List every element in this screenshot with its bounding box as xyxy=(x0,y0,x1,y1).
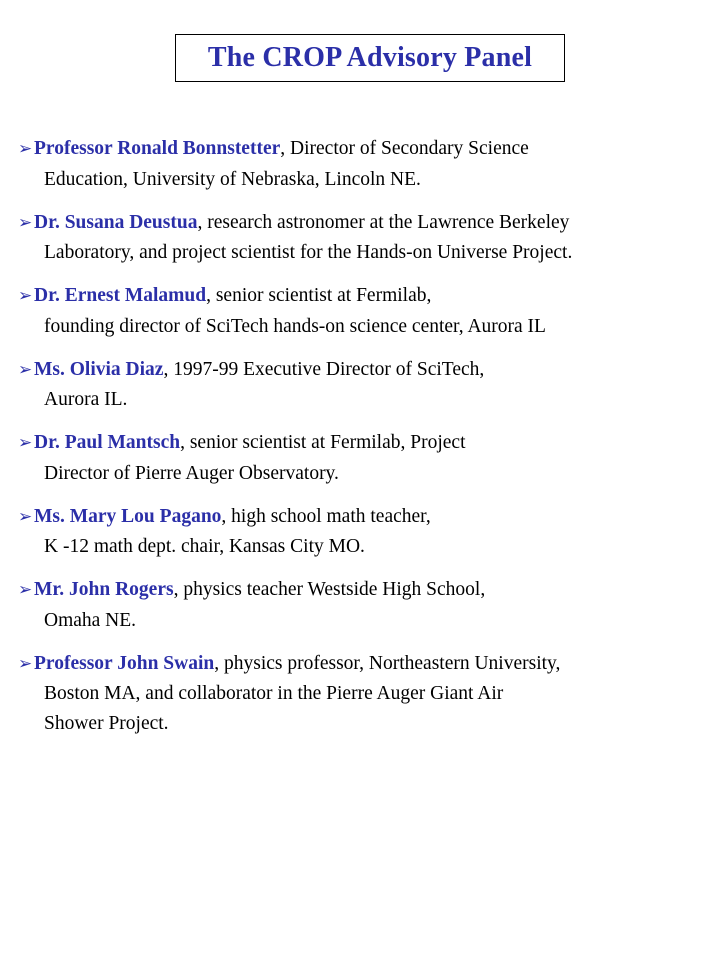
entry-first-line xyxy=(18,208,708,239)
list-item xyxy=(18,575,708,635)
list-item xyxy=(18,502,708,562)
member-description-continued: founding director of SciTech hands-on science center, Aurora IL xyxy=(44,315,546,337)
entry-first-line xyxy=(18,575,708,606)
list-item xyxy=(18,208,708,268)
member-description-continued: Boston MA, and collaborator in the Pierre Auger Giant Air xyxy=(44,683,504,704)
member-description-continued: Shower Project. xyxy=(44,712,169,734)
member-description-continued: Education, University of Nebraska, Lincoln NE. xyxy=(44,168,421,190)
member-description: , 1997-99 Executive Director of SciTech, xyxy=(163,358,485,380)
arrow-bullet-icon: ➢ xyxy=(18,506,33,527)
arrow-bullet-icon: ➢ xyxy=(18,580,33,600)
title-box xyxy=(175,34,565,82)
member-name: Dr. Paul Mantsch xyxy=(34,432,181,453)
entry-first-line xyxy=(18,355,708,386)
list-item xyxy=(18,649,708,739)
member-description: , senior scientist at Fermilab, Project xyxy=(180,432,466,453)
member-description-continued: Director of Pierre Auger Observatory. xyxy=(44,462,339,484)
member-description-continued: Laboratory, and project scientist for the Hands-on Universe Project. xyxy=(44,242,573,263)
member-name: Ms. Mary Lou Pagano xyxy=(34,505,222,527)
arrow-bullet-icon: ➢ xyxy=(18,139,33,159)
member-description: , senior scientist at Fermilab, xyxy=(206,285,432,306)
member-description: , high school math teacher, xyxy=(221,505,431,527)
member-description: , physics professor, Northeastern University, xyxy=(214,652,561,674)
list-item xyxy=(18,355,708,415)
list-item xyxy=(18,281,708,341)
member-description: , Director of Secondary Science xyxy=(280,138,529,159)
member-name: Professor John Swain xyxy=(34,652,215,674)
advisory-panel-list xyxy=(18,134,708,752)
member-description-continued: K -12 math dept. chair, Kansas City MO. xyxy=(44,536,365,557)
entry-first-line xyxy=(18,502,708,533)
entry-first-line xyxy=(18,649,708,680)
arrow-bullet-icon: ➢ xyxy=(18,212,33,233)
arrow-bullet-icon: ➢ xyxy=(18,286,33,306)
member-description-continued: Aurora IL. xyxy=(44,389,128,410)
member-name: Professor Ronald Bonnstetter xyxy=(34,138,281,159)
member-name: Dr. Susana Deustua xyxy=(34,211,198,233)
member-name: Dr. Ernest Malamud xyxy=(34,285,207,306)
arrow-bullet-icon: ➢ xyxy=(18,653,33,674)
member-description: , physics teacher Westside High School, xyxy=(173,579,486,600)
arrow-bullet-icon: ➢ xyxy=(18,359,33,380)
page-title: The CROP Advisory Panel xyxy=(207,42,533,73)
entry-first-line xyxy=(18,281,708,312)
arrow-bullet-icon: ➢ xyxy=(18,433,33,453)
entry-first-line xyxy=(18,428,708,459)
list-item xyxy=(18,428,708,488)
member-name: Mr. John Rogers xyxy=(34,579,174,600)
list-item xyxy=(18,134,708,194)
member-name: Ms. Olivia Diaz xyxy=(34,358,164,380)
member-description-continued: Omaha NE. xyxy=(44,609,137,631)
member-description: , research astronomer at the Lawrence Berkeley xyxy=(197,211,570,233)
entry-first-line xyxy=(18,134,708,165)
